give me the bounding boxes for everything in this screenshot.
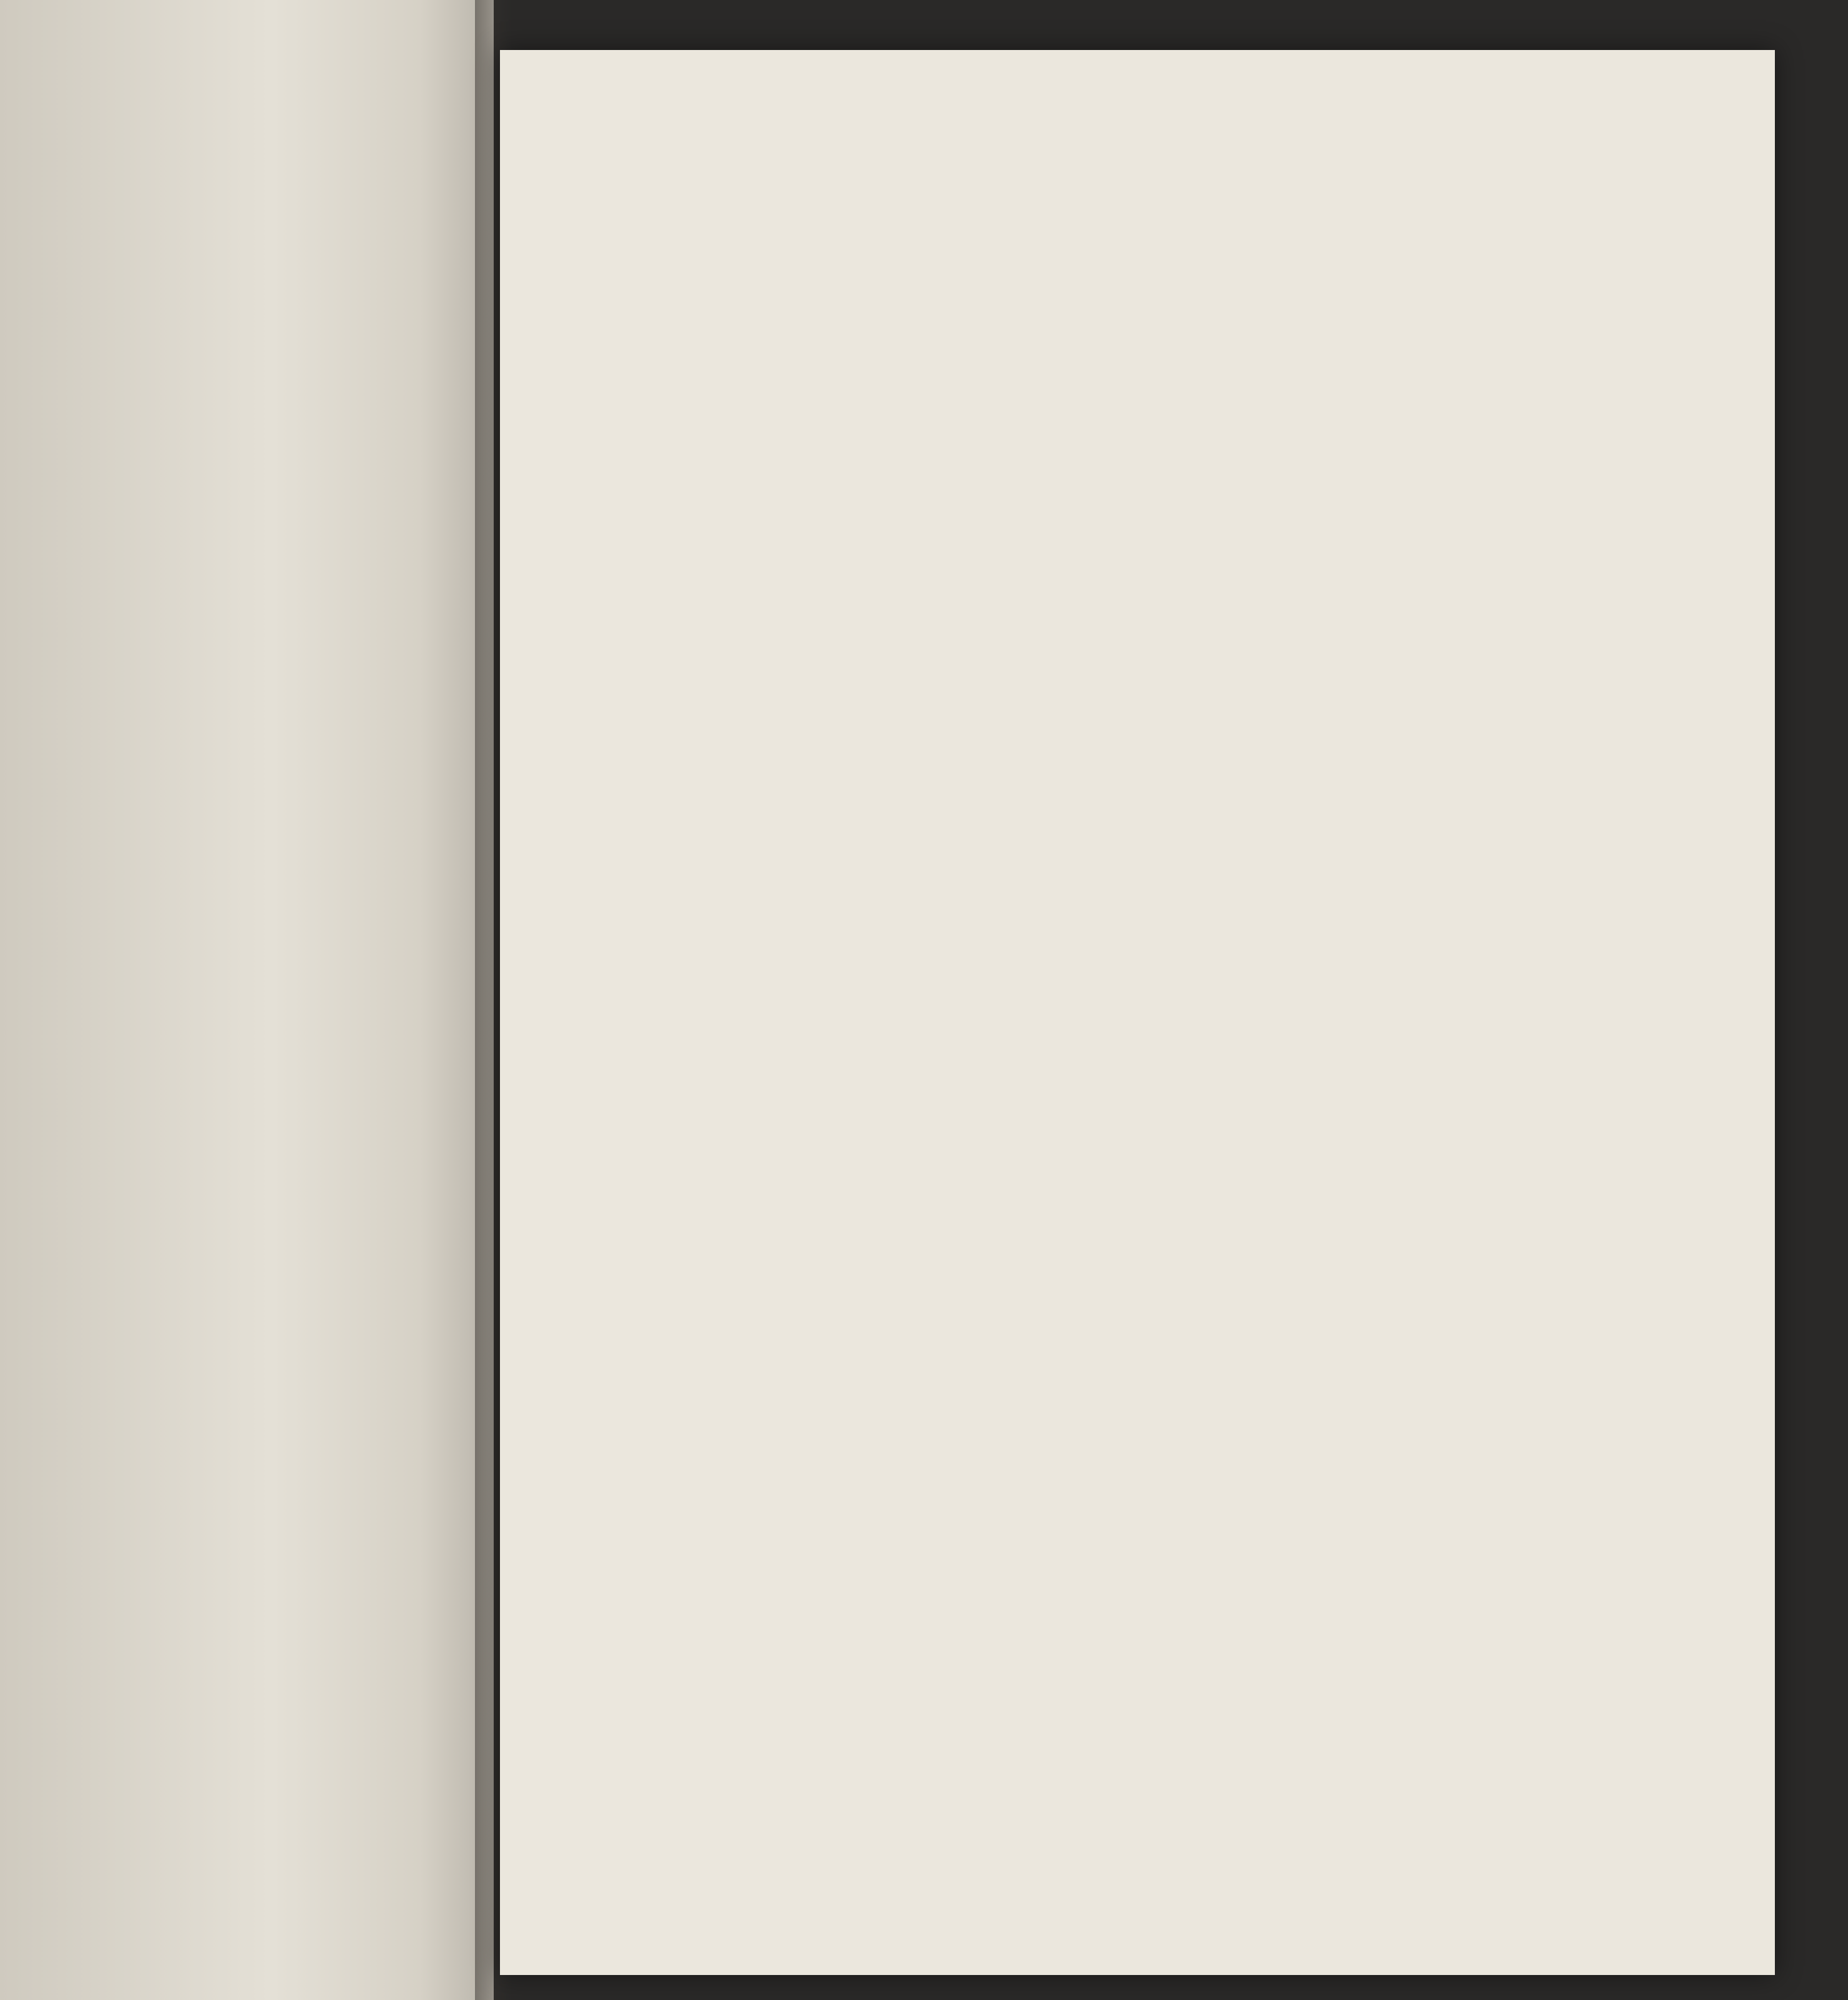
right-page (500, 50, 1775, 1975)
left-page-text (0, 0, 494, 2000)
left-page (0, 0, 494, 2000)
